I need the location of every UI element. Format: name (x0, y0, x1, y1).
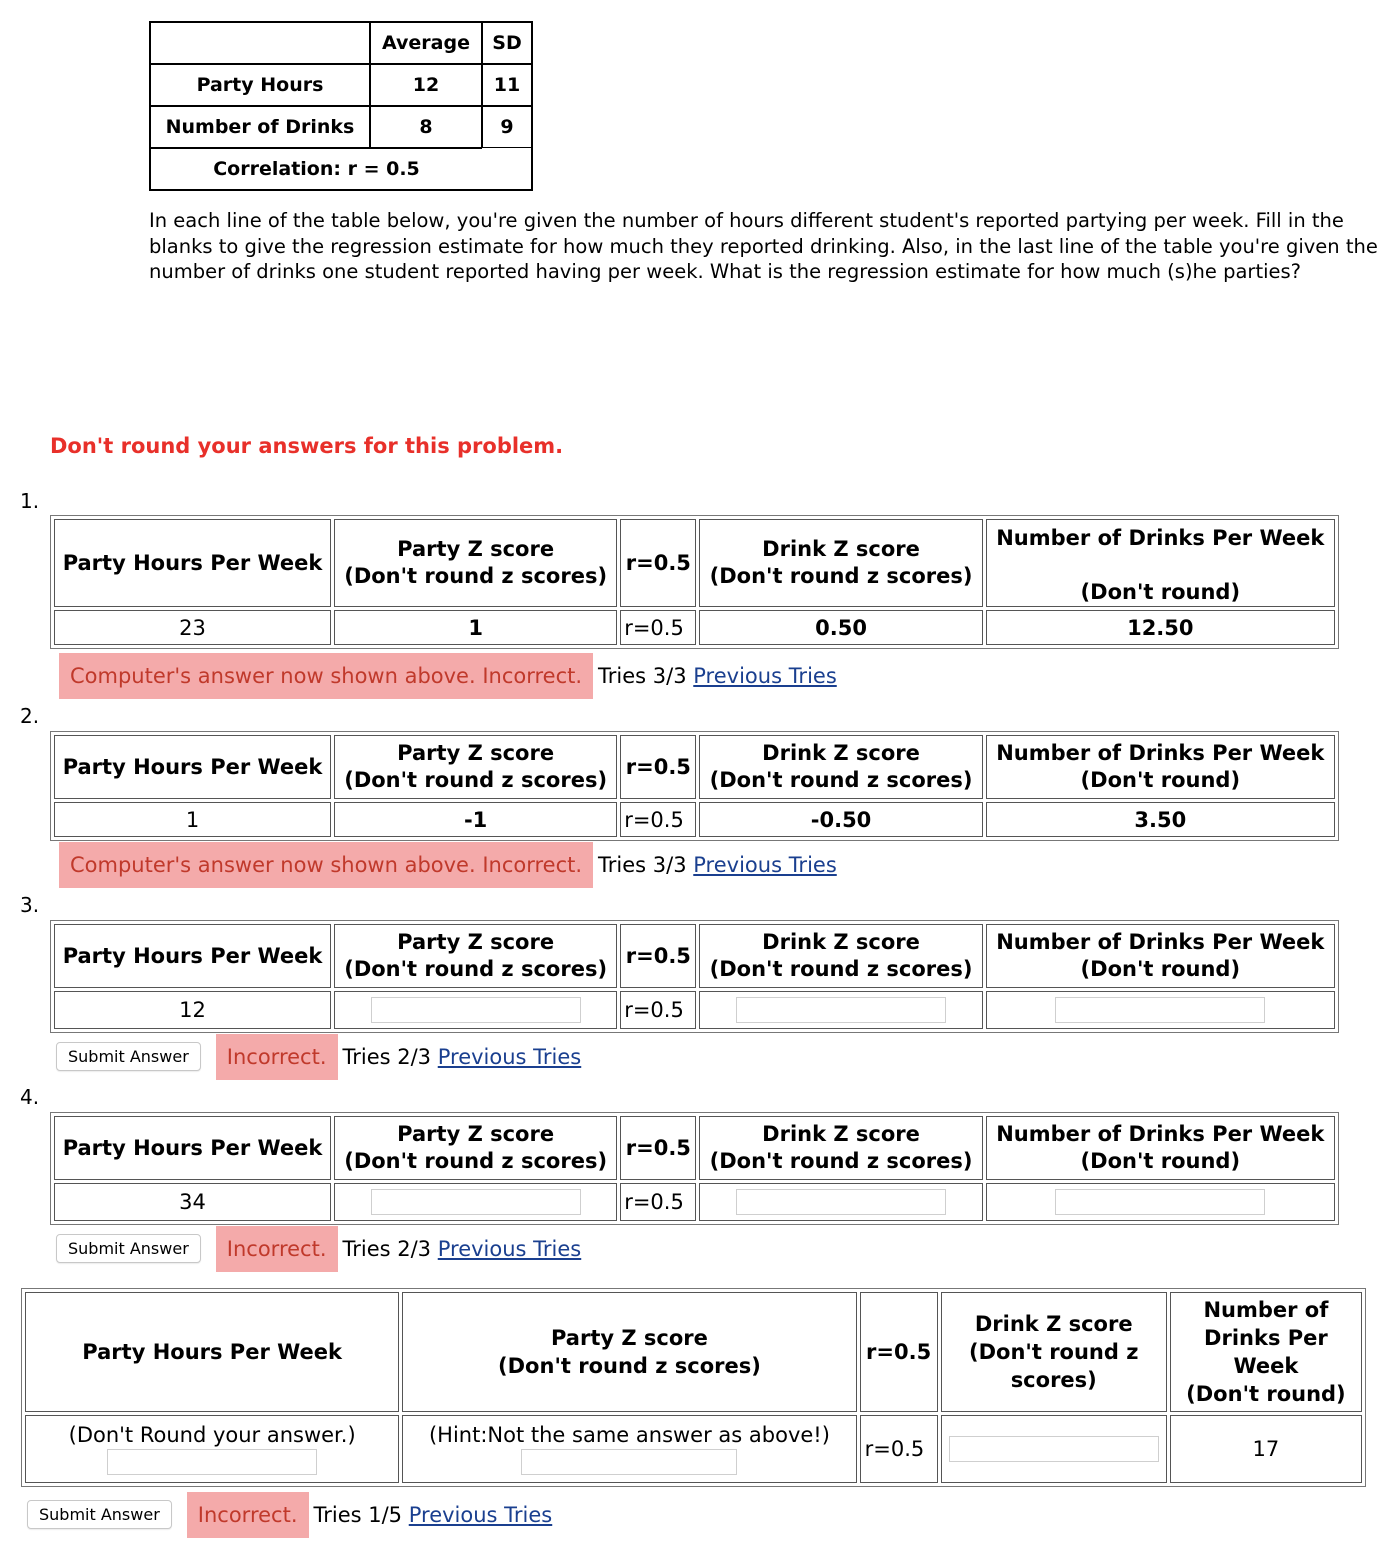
header-r: r=0.5 (860, 1292, 938, 1412)
r-value: r=0.5 (620, 1183, 696, 1221)
submit-answer-button[interactable]: Submit Answer (56, 1234, 201, 1263)
stats-row-correlation (150, 148, 532, 190)
hours-value: 23 (54, 610, 331, 645)
drink-z-input[interactable] (949, 1436, 1159, 1462)
tries-text: Tries 2/3 (342, 1237, 432, 1261)
answer-row (54, 991, 1335, 1029)
stats-correlation: Correlation: r = 0.5 (150, 148, 482, 190)
header-drinks-sub: (Don't round) (1080, 1149, 1241, 1173)
previous-tries-link[interactable]: Previous Tries (693, 853, 837, 877)
header-drinks (986, 735, 1335, 799)
hours-hint: (Don't Round your answer.) (68, 1423, 356, 1447)
header-party-z (334, 1116, 617, 1180)
header-drinks-sub: (Don't round) (1080, 957, 1241, 981)
previous-tries-link[interactable]: Previous Tries (437, 1045, 582, 1069)
header-drink-z-sub2: scores) (1010, 1368, 1097, 1392)
stats-row-drinks (150, 106, 532, 148)
problem-2-feedback (59, 842, 837, 888)
header-drink-z-sub: (Don't round z scores) (709, 768, 973, 792)
party-z-answer: -1 (334, 802, 617, 837)
submit-answer-button[interactable]: Submit Answer (56, 1042, 201, 1071)
tries-text: Tries 1/5 (313, 1503, 403, 1527)
header-row (54, 1116, 1335, 1180)
tries-count (309, 1492, 553, 1538)
party-z-input[interactable] (371, 997, 581, 1023)
header-drink-z (699, 735, 982, 799)
previous-tries-link[interactable]: Previous Tries (437, 1237, 582, 1261)
problem-number: 4. (20, 1085, 40, 1109)
problem-instructions: In each line of the table below, you're given the number of hours different student's reported partying per week. Fill in the blanks to give the regression estimate for how much they reported drinking. Also, in the last line of the table you're given the number of drinks one student reported having per week. What is the regression estimate for how much (s)he parties? (149, 209, 1378, 283)
r-value: r=0.5 (620, 802, 696, 837)
stats-average: 8 (370, 106, 482, 148)
header-drink-z-sub: (Don't round z scores) (709, 1149, 973, 1173)
stats-header-empty (150, 22, 370, 64)
rounding-note: Don't round your answers for this problem. (50, 434, 564, 458)
incorrect-message: Computer's answer now shown above. Incorrect. (59, 653, 593, 699)
header-drink-z-title: Drink Z score (974, 1312, 1133, 1336)
header-party-z (402, 1292, 856, 1412)
problem-4-table (50, 1112, 1339, 1225)
r-value: r=0.5 (620, 991, 696, 1029)
header-hours: Party Hours Per Week (54, 735, 331, 799)
header-row (25, 1292, 1362, 1412)
header-hours: Party Hours Per Week (25, 1292, 399, 1412)
drinks-cell (986, 1183, 1335, 1221)
hours-cell (25, 1415, 399, 1483)
header-party-z (334, 735, 617, 799)
header-party-z-sub: (Don't round z scores) (344, 1149, 608, 1173)
header-party-z-title: Party Z score (397, 537, 555, 561)
stats-sd: 11 (482, 64, 532, 106)
header-drinks-title: Number of Drinks Per Week (996, 930, 1325, 954)
header-drink-z (699, 519, 982, 607)
r-value: r=0.5 (860, 1415, 938, 1483)
problem-1-table (50, 515, 1339, 649)
header-drinks (986, 519, 1335, 607)
party-z-answer: 1 (334, 610, 617, 645)
header-party-z-sub: (Don't round z scores) (498, 1354, 761, 1378)
drinks-input[interactable] (1055, 997, 1265, 1023)
answer-row (25, 1415, 1362, 1483)
header-r: r=0.5 (620, 924, 696, 988)
drinks-cell (986, 991, 1335, 1029)
drink-z-cell (941, 1415, 1167, 1483)
header-drink-z-sub: (Don't round z (969, 1340, 1139, 1364)
incorrect-message: Incorrect. (187, 1492, 309, 1538)
header-row (54, 924, 1335, 988)
header-drink-z (699, 924, 982, 988)
reverse-problem-feedback (27, 1492, 552, 1538)
submit-answer-button[interactable]: Submit Answer (27, 1500, 172, 1529)
party-z-cell (402, 1415, 856, 1483)
header-party-z-title: Party Z score (550, 1326, 708, 1350)
tries-text: Tries 3/3 (598, 853, 687, 877)
header-drink-z-sub: (Don't round z scores) (709, 957, 973, 981)
problem-number: 2. (20, 704, 40, 728)
stats-correlation-filler (482, 148, 532, 190)
tries-count (593, 653, 837, 699)
stats-sd: 9 (482, 106, 532, 148)
drinks-answer: 3.50 (986, 802, 1335, 837)
drink-z-answer: 0.50 (699, 610, 982, 645)
header-hours: Party Hours Per Week (54, 519, 331, 607)
header-drinks (986, 924, 1335, 988)
header-drinks (1170, 1292, 1362, 1412)
header-drinks (986, 1116, 1335, 1180)
drink-z-cell (699, 1183, 982, 1221)
header-drink-z-sub: (Don't round z scores) (709, 564, 973, 588)
header-drink-z (941, 1292, 1167, 1412)
drink-z-input[interactable] (736, 1189, 946, 1215)
hours-value: 1 (54, 802, 331, 837)
answer-row (54, 802, 1335, 837)
header-party-z-sub: (Don't round z scores) (344, 957, 608, 981)
drinks-answer: 12.50 (986, 610, 1335, 645)
header-party-z-title: Party Z score (397, 741, 555, 765)
party-z-hint: (Hint:Not the same answer as above!) (428, 1423, 830, 1447)
incorrect-message: Computer's answer now shown above. Incorrect. (59, 842, 593, 888)
summary-stats-table (149, 21, 533, 191)
header-party-z (334, 924, 617, 988)
header-r: r=0.5 (620, 735, 696, 799)
header-party-z-title: Party Z score (397, 1122, 555, 1146)
problem-1-feedback (59, 653, 837, 699)
incorrect-message: Incorrect. (216, 1034, 338, 1080)
header-drink-z-title: Drink Z score (762, 741, 920, 765)
problem-3-feedback (56, 1034, 581, 1080)
header-drinks-sub: (Don't round) (1080, 580, 1241, 604)
problem-2-table (50, 731, 1339, 841)
header-party-z-sub: (Don't round z scores) (344, 564, 608, 588)
header-r: r=0.5 (620, 1116, 696, 1180)
header-row (54, 519, 1335, 607)
stats-label: Party Hours (150, 64, 370, 106)
header-hours: Party Hours Per Week (54, 1116, 331, 1180)
party-z-cell (334, 1183, 617, 1221)
tries-count (338, 1034, 582, 1080)
header-r: r=0.5 (620, 519, 696, 607)
header-drinks-sub: (Don't round) (1080, 768, 1241, 792)
tries-text: Tries 2/3 (342, 1045, 432, 1069)
party-z-cell (334, 991, 617, 1029)
hours-value: 34 (54, 1183, 331, 1221)
header-drinks-line3: Week (1233, 1354, 1299, 1378)
party-z-input[interactable] (521, 1449, 737, 1475)
previous-tries-link[interactable]: Previous Tries (693, 664, 837, 688)
reverse-problem-table (21, 1288, 1366, 1487)
stats-header-sd: SD (482, 22, 532, 64)
header-drinks-title: Number of Drinks Per Week (996, 1122, 1325, 1146)
drinks-value: 17 (1170, 1415, 1362, 1483)
previous-tries-link[interactable]: Previous Tries (408, 1503, 553, 1527)
header-drinks-line2: Drinks Per (1204, 1326, 1328, 1350)
header-hours: Party Hours Per Week (54, 924, 331, 988)
drink-z-answer: -0.50 (699, 802, 982, 837)
stats-label: Number of Drinks (150, 106, 370, 148)
stats-row-party-hours (150, 64, 532, 106)
stats-header-row (150, 22, 532, 64)
header-drink-z-title: Drink Z score (762, 537, 920, 561)
tries-count (593, 842, 837, 888)
hours-input[interactable] (107, 1449, 317, 1475)
header-drinks-line4: (Don't round) (1186, 1382, 1346, 1406)
header-drinks-title: Number of Drinks Per Week (996, 526, 1325, 550)
problem-number: 1. (20, 489, 40, 513)
problem-number: 3. (20, 893, 40, 917)
drink-z-input[interactable] (736, 997, 946, 1023)
answer-row (54, 610, 1335, 645)
header-drink-z (699, 1116, 982, 1180)
party-z-input[interactable] (371, 1189, 581, 1215)
hours-value: 12 (54, 991, 331, 1029)
header-drink-z-title: Drink Z score (762, 930, 920, 954)
problem-4-feedback (56, 1226, 581, 1272)
header-party-z (334, 519, 617, 607)
drinks-input[interactable] (1055, 1189, 1265, 1215)
answer-row (54, 1183, 1335, 1221)
header-drinks-title: Number of Drinks Per Week (996, 741, 1325, 765)
stats-header-average: Average (370, 22, 482, 64)
stats-average: 12 (370, 64, 482, 106)
tries-text: Tries 3/3 (598, 664, 687, 688)
header-row (54, 735, 1335, 799)
header-party-z-title: Party Z score (397, 930, 555, 954)
tries-count (338, 1226, 582, 1272)
header-drink-z-title: Drink Z score (762, 1122, 920, 1146)
header-party-z-sub: (Don't round z scores) (344, 768, 608, 792)
header-drinks-line1: Number of (1203, 1298, 1329, 1322)
incorrect-message: Incorrect. (216, 1226, 338, 1272)
r-value: r=0.5 (620, 610, 696, 645)
problem-3-table (50, 920, 1339, 1033)
drink-z-cell (699, 991, 982, 1029)
